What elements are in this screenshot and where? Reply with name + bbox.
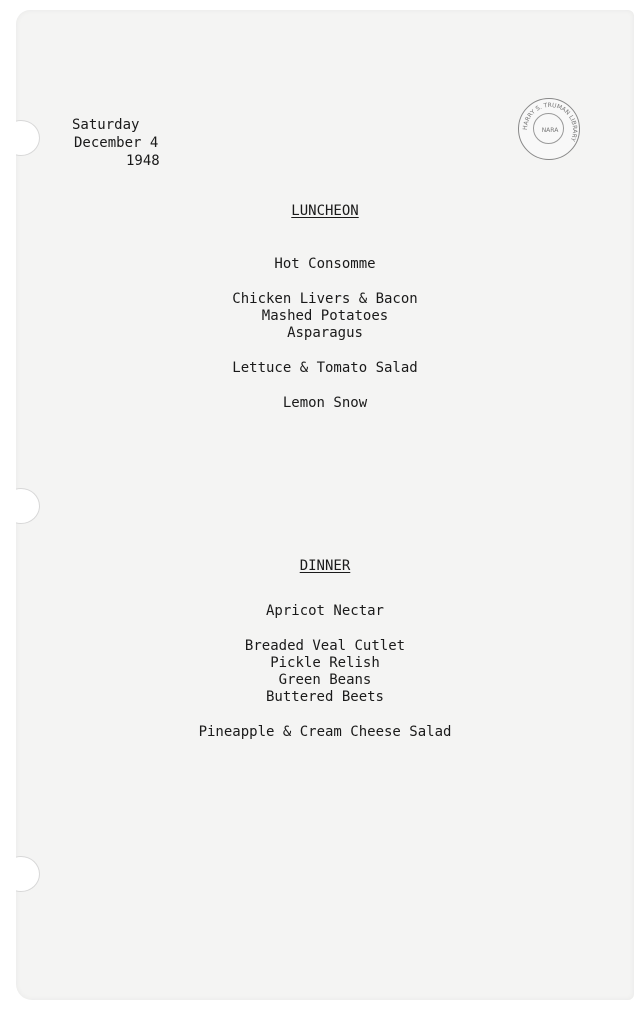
menu-page xyxy=(16,10,634,1000)
weekday: Saturday xyxy=(72,117,140,133)
punch-hole xyxy=(16,488,40,524)
menu-item: Apricot Nectar xyxy=(265,603,384,619)
stamp-seal-icon xyxy=(519,99,581,161)
luncheon-heading: LUNCHEON xyxy=(291,203,359,219)
menu-item: Chicken Livers & Bacon xyxy=(232,291,418,307)
archive-stamp xyxy=(518,98,580,160)
menu-item: Lettuce & Tomato Salad xyxy=(232,360,418,376)
menu-item: Pineapple & Cream Cheese Salad xyxy=(198,724,452,740)
menu-item: Breaded Veal Cutlet xyxy=(244,638,406,654)
punch-hole xyxy=(16,120,40,156)
menu-item: Pickle Relish xyxy=(270,655,380,671)
menu-item: Asparagus xyxy=(287,325,363,341)
menu-item: Green Beans xyxy=(278,672,372,688)
date-block xyxy=(72,116,160,170)
menu-item: Lemon Snow xyxy=(282,395,368,411)
punch-hole xyxy=(16,856,40,892)
menu-item: Hot Consomme xyxy=(274,256,376,272)
date-year: 1948 xyxy=(126,153,160,169)
stamp-center-text: NARA xyxy=(541,127,559,134)
luncheon-section xyxy=(16,203,634,412)
stamp-ring-text: HARRY S. TRUMAN LIBRARY xyxy=(521,101,579,143)
dinner-heading: DINNER xyxy=(299,558,351,574)
menu-item: Buttered Beets xyxy=(265,689,384,705)
menu-item: Mashed Potatoes xyxy=(261,308,389,324)
dinner-section xyxy=(16,558,634,741)
date-day: December 4 xyxy=(74,135,159,151)
